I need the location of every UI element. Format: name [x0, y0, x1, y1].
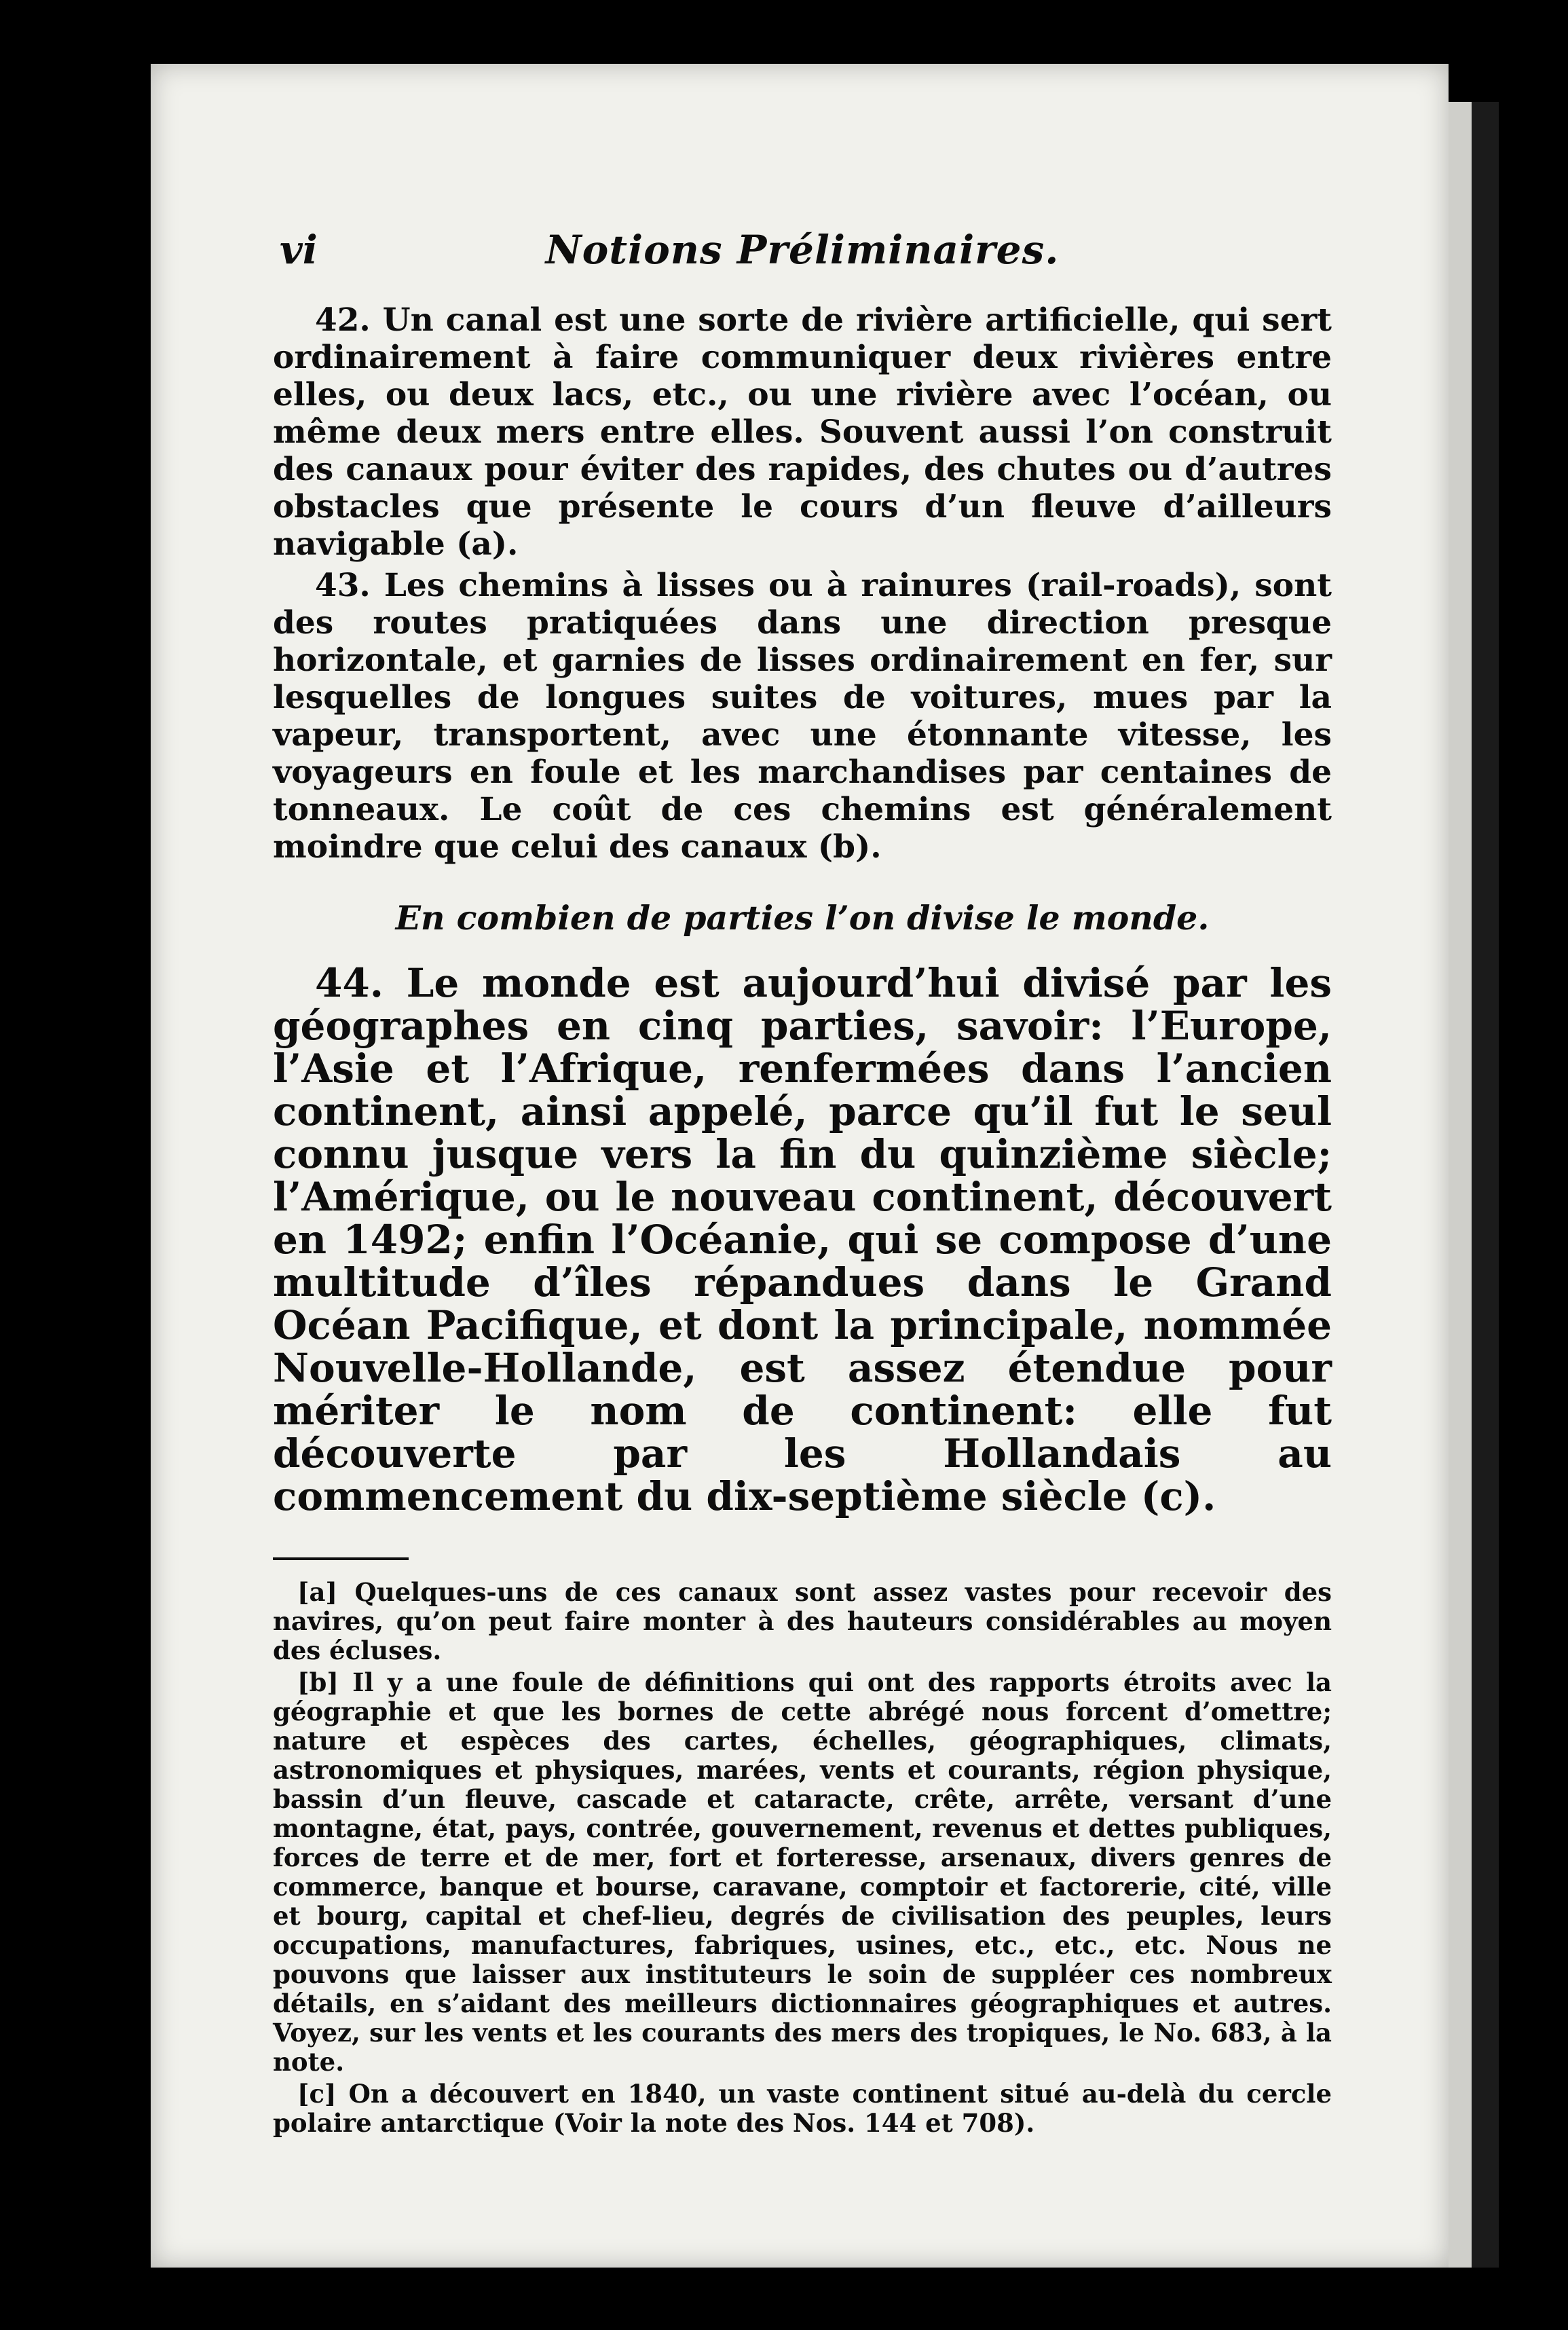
paragraph-43: 43. Les chemins à lisses ou à rainures (rail-roads), sont des routes pratiquées dans une direction presque horizontale, et garnies de lisses ordinairement en fer, sur lesquelles de longues suites de voitures, mues par la vapeur, transportent, avec une étonnante vitesse, les voyageurs en foule et les marchandises par centaines de tonneaux. Le coût de ces chemins est généralement moindre que celui des canaux (b). — [273, 567, 1332, 866]
book-page — [151, 64, 1449, 2268]
page-content — [273, 227, 1332, 2141]
page-edge — [1449, 102, 1472, 2268]
page-header — [273, 227, 1332, 301]
footnote-c: [c] On a découvert en 1840, un vaste continent situé au-delà du cercle polaire antarctique (Voir la note des Nos. 144 et 708). — [273, 2079, 1332, 2138]
page-number: vi — [280, 227, 318, 273]
paragraph-44: 44. Le monde est aujourd’hui divisé par les géographes en cinq parties, savoir: l’Europe, l’Asie et l’Afrique, renfermées dans l’ancien continent, ainsi appelé, parce qu’il fut le seul connu jusque vers la fin du quinzième siècle; l’Amérique, ou le nouveau continent, découvert en 1492; enfin l’Océanie, qui se compose d’une multitude d’îles répandues dans le Grand Océan Pacifique, et dont la principale, nommée Nouvelle-Hollande, est assez étendue pour mériter le nom de continent: elle fut découverte par les Hollandais au commencement du dix-septième siècle (c). — [273, 960, 1332, 1519]
paragraph-42: 42. Un canal est une sorte de rivière artificielle, qui sert ordinairement à faire communiquer deux rivières entre elles, ou deux lacs, etc., ou une rivière avec l’océan, ou même deux mers entre elles. Souvent aussi l’on construit des canaux pour éviter des rapides, des chutes ou d’autres obstacles que présente le cours d’un fleuve d’ailleurs navigable (a). — [273, 301, 1332, 563]
footnote-b: [b] Il y a une foule de définitions qui ont des rapports étroits avec la géographie et que les bornes de cette abrégé nous forcent d’omettre; nature et espèces des cartes, échelles, géographiques, climats, astronomiques et physiques, marées, vents et courants, région physique, bassin d’un fleuve, cascade et cataracte, crête, arrête, versant d’une montagne, état, pays, contrée, gouvernement, revenus et dettes publiques, forces de terre et de mer, fort et forteresse, arsenaux, divers genres de commerce, banque et bourse, caravane, comptoir et factorerie, cité, ville et bourg, capital et chef-lieu, degrés de civilisation des peuples, leurs occupations, manufactures, fabriques, usines, etc., etc., etc. Nous ne pouvons que laisser aux instituteurs le soin de suppléer ces nombreux détails, en s’aidant des meilleurs dictionnaires géographiques et autres. Voyez, sur les vents et les courants des mers des tropiques, le No. 683, à la note. — [273, 1667, 1332, 2077]
running-title: Notions Préliminaires. — [545, 227, 1060, 273]
footnote-divider — [273, 1557, 409, 1560]
section-heading: En combien de parties l’on divise le monde. — [395, 898, 1210, 938]
footnote-a: [a] Quelques-uns de ces canaux sont assez vastes pour recevoir des navires, qu’on peut faire monter à des hauteurs considérables au moyen des écluses. — [273, 1577, 1332, 1665]
book-spine — [1472, 102, 1499, 2268]
